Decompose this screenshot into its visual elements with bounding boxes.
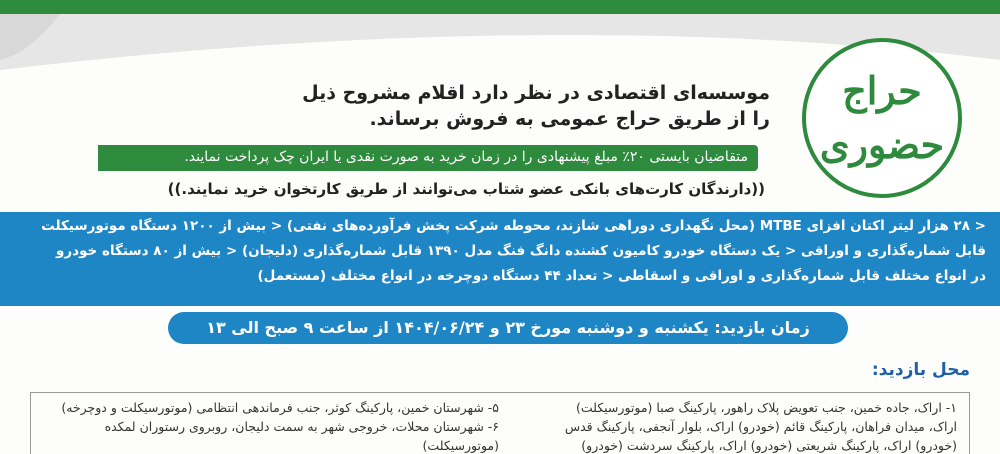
location-line: ۵- شهرستان خمین، پارکینگ کوثر، جنب فرماندهی انتظامی (موتورسیکلت و دوچرخه) bbox=[61, 400, 499, 415]
locations-column-left bbox=[61, 398, 499, 454]
locations-column-right bbox=[565, 398, 957, 454]
location-line: اراک، میدان فراهان، پارکینگ قائم (خودرو) اراک، بلوار آنجفی، پارکینگ قدس bbox=[564, 419, 957, 434]
location-line: (موتورسیکلت) bbox=[422, 438, 499, 453]
items-line: قابل شماره‌گذاری و اوراقی < یک دستگاه خودرو کامیون کشنده دانگ فنگ مدل ۱۳۹۰ قابل شماره‌گذاری (دلیجان) < بیش از ۸۰ دستگاه خودرو bbox=[56, 243, 986, 259]
badge-title: حراج bbox=[842, 68, 922, 113]
payment-notice-text: متقاضیان بایستی ۲۰٪ مبلغ پیشنهادی را در زمان خرید به صورت نقدی یا ایران چک پرداخت نمایند. bbox=[184, 149, 748, 165]
payment-notice-strip bbox=[98, 145, 758, 171]
heading-line-1: موسسه‌ای اقتصادی در نظر دارد اقلام مشروح ذیل bbox=[302, 82, 770, 104]
locations-box bbox=[30, 392, 970, 454]
visit-time-banner: زمان بازدید: یکشنبه و دوشنبه مورخ ۲۳ و ۱۴۰۴/۰۶/۲۴ از ساعت ۹ صبح الی ۱۳ bbox=[168, 312, 848, 344]
heading-line-2: را از طریق حراج عمومی به فروش برساند. bbox=[369, 108, 770, 130]
items-block bbox=[0, 212, 1000, 306]
auction-badge bbox=[802, 38, 962, 198]
location-line: ۶- شهرستان محلات، خروجی شهر به سمت دلیجان، روبروی رستوران لمکده bbox=[104, 419, 499, 434]
badge-subtitle: حضوری bbox=[819, 122, 945, 167]
location-line: (خودرو) اراک، پارکینگ شریعتی (خودرو) اراک، پارکینگ سردشت (خودرو) bbox=[581, 438, 957, 453]
items-line: < ۲۸ هزار لیتر اکتان افزای MTBE (محل نگهداری دوراهی شازند، محوطه شرکت پخش فرآورده‌های نفتی) < بیش از ۱۲۰۰ دستگاه موتورسیکلت bbox=[41, 218, 986, 234]
location-title: محل بازدید: bbox=[871, 360, 970, 380]
bank-cards-note: ((دارندگان کارت‌های بانکی عضو شتاب می‌توانند از طریق کارتخوان خرید نمایند.)) bbox=[167, 180, 765, 198]
location-line: ۱- اراک، جاده خمین، جنب تعویض پلاک راهور، پارکینگ صبا (موتورسیکلت) bbox=[575, 400, 957, 415]
items-line: در انواع مختلف قابل شماره‌گذاری و اوراقی و اسقاطی < تعداد ۴۴ دستگاه دوچرخه در انواع مختلف (مستعمل) bbox=[257, 268, 986, 284]
